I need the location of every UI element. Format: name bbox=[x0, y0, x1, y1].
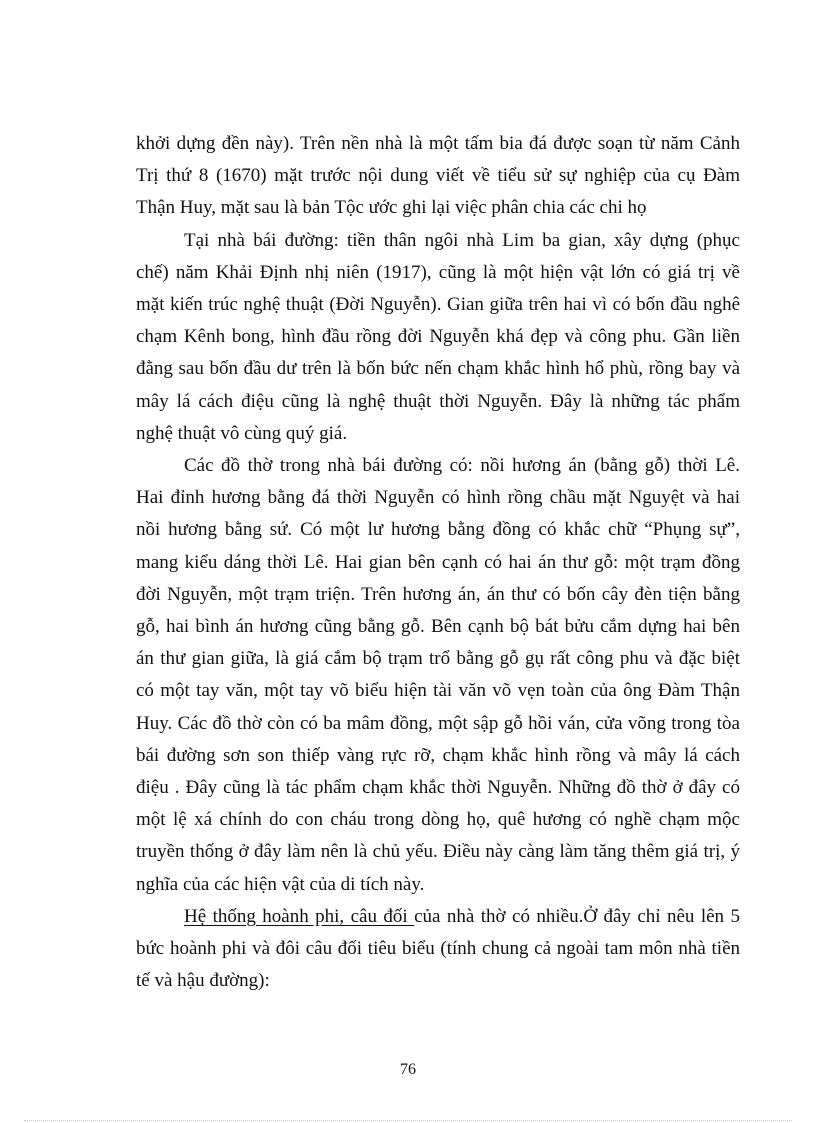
paragraph-2-end bbox=[136, 418, 740, 450]
page-bottom-border bbox=[24, 1120, 792, 1121]
text-line: mang kiểu dáng thời Lê. Hai gian bên cạnh có hai án thư gỗ: một trạm đồng bbox=[136, 551, 740, 573]
text-line: đời Nguyễn, một trạm triện. Trên hương án, án thư có bốn cây đèn tiện bằng bbox=[136, 583, 740, 605]
body-text bbox=[136, 128, 740, 997]
paragraph-1 bbox=[136, 128, 740, 192]
paragraph-3-end bbox=[136, 869, 740, 901]
text-line: nồi hương bằng sứ. Có một lư hương bằng đồng có khắc chữ “Phụng sự”, bbox=[136, 519, 740, 541]
page-number: 76 bbox=[400, 1061, 416, 1078]
text-line: mây lá cách điệu cũng là nghệ thuật thời Nguyễn. Đây là những tác phẩm bbox=[136, 390, 740, 412]
text-line: Hai đỉnh hương bằng đá thời Nguyễn có hình rồng chầu mặt Nguyệt và hai bbox=[136, 487, 740, 509]
text-line: Tại nhà bái đường: tiền thân ngôi nhà Lim ba gian, xây dựng (phục bbox=[184, 229, 740, 251]
text-line: điệu . Đây cũng là tác phẩm chạm khắc thời Nguyễn. Những đồ thờ ở đây có bbox=[136, 777, 740, 799]
text-line: chế) năm Khải Định nhị niên (1917), cũng là một hiện vật lớn có giá trị về bbox=[136, 261, 740, 283]
text-line: một lệ xá chính do con cháu trong dòng họ, quê hương có nghề chạm mộc bbox=[136, 809, 740, 831]
text-line: tế và hậu đường): bbox=[136, 970, 270, 992]
underlined-heading-text: Hệ thống hoành phi, câu đối bbox=[184, 905, 415, 927]
paragraph-4 bbox=[136, 901, 740, 965]
text-line: chạm Kênh bong, hình đầu rồng đời Nguyễn khá đẹp và công phu. Gần liền bbox=[136, 326, 740, 348]
text-line: nghĩa của các hiện vật của di tích này. bbox=[136, 873, 425, 895]
text-line: Thận Huy, mặt sau là bản Tộc ước ghi lại việc phân chia các chi họ bbox=[136, 197, 647, 219]
text-line: truyền thống ở đây làm nên là chủ yếu. Điều này càng làm tăng thêm giá trị, ý bbox=[136, 841, 740, 863]
text-line: án thư gian giữa, là giá cắm bộ trạm trổ bằng gỗ gụ rất công phu và đặc biệt bbox=[136, 648, 740, 670]
text-line: của nhà thờ có nhiều.Ở đây chỉ nêu lên 5 bbox=[414, 905, 740, 927]
text-line: Huy. Các đồ thờ còn có ba mâm đồng, một sập gỗ hồi ván, cửa võng trong tòa bbox=[136, 712, 740, 734]
text-line: Các đồ thờ trong nhà bái đường có: nồi hương án (bằng gỗ) thời Lê. bbox=[184, 455, 740, 477]
text-line: nghệ thuật vô cùng quý giá. bbox=[136, 422, 348, 444]
text-line: bức hoành phi và đôi câu đối tiêu biểu (tính chung cả ngoài tam môn nhà tiền bbox=[136, 938, 740, 960]
text-line: có một tay văn, một tay võ biểu hiện tài văn võ vẹn toàn của ông Đàm Thận bbox=[136, 680, 740, 702]
paragraph-1-end bbox=[136, 192, 740, 224]
text-line: khởi dựng đền này). Trên nền nhà là một tấm bia đá được soạn từ năm Cảnh bbox=[136, 133, 740, 154]
paragraph-2 bbox=[136, 225, 740, 418]
text-line: gỗ, hai bình án hương cũng bằng gỗ. Bên cạnh bộ bát bửu cắm dựng hai bên bbox=[136, 616, 740, 638]
text-line: Trị thứ 8 (1670) mặt trước nội dung viết về tiểu sử sự nghiệp của cụ Đàm bbox=[136, 165, 740, 187]
text-line: bái đường sơn son thiếp vàng rực rỡ, chạm khắc hình rồng và mây lá cách bbox=[136, 744, 740, 766]
text-line: đằng sau bốn đầu dư trên là bốn bức nến chạm khắc hình hổ phù, rồng bay và bbox=[136, 358, 740, 380]
paragraph-3 bbox=[136, 450, 740, 869]
text-line: mặt kiến trúc nghệ thuật (Đời Nguyễn). Gian giữa trên hai vì có bốn đầu nghê bbox=[136, 294, 740, 316]
paragraph-4-end bbox=[136, 965, 740, 997]
